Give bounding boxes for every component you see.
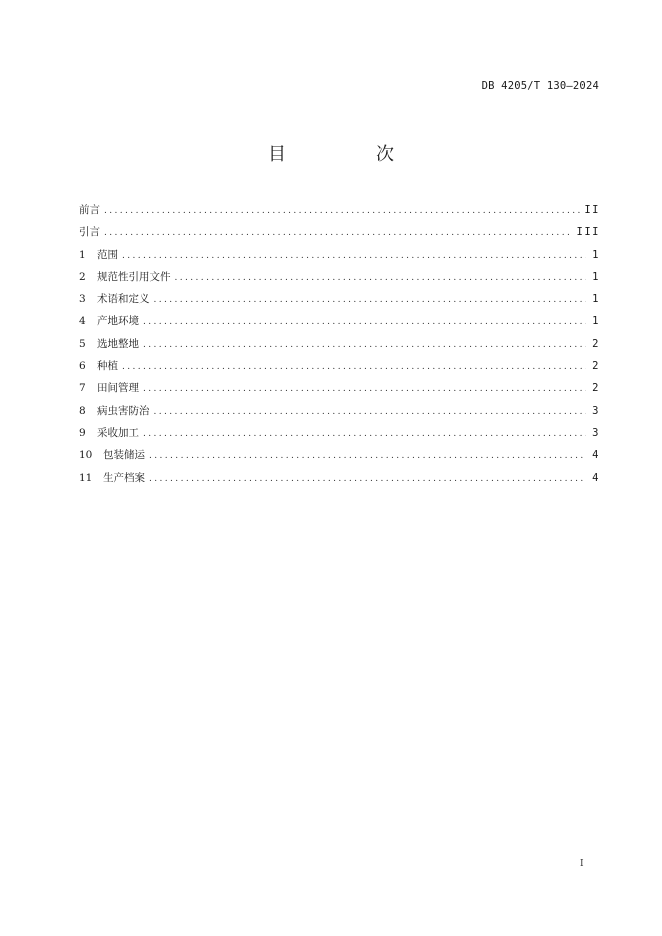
toc-dot-leader [143, 423, 586, 445]
toc-entry-label: 术语和定义 [97, 293, 150, 306]
table-of-contents [79, 199, 600, 489]
toc-entry-label: 选地整地 [97, 337, 139, 350]
toc-dot-leader [149, 468, 586, 490]
toc-entry-field-management[interactable] [79, 377, 600, 399]
toc-entry-number: 8 [79, 404, 86, 417]
toc-entry-label: 引言 [79, 226, 100, 239]
toc-entry-number: 9 [79, 426, 86, 439]
toc-entry-label: 生产档案 [103, 471, 145, 484]
toc-entry-introduction[interactable] [79, 221, 600, 243]
toc-entry-foreword[interactable] [79, 199, 600, 221]
toc-entry-packaging-storage[interactable] [79, 444, 600, 466]
toc-dot-leader [143, 378, 586, 400]
toc-dot-leader [104, 222, 573, 244]
toc-entry-label: 产地环境 [97, 315, 139, 328]
toc-entry-label: 田间管理 [97, 382, 139, 395]
toc-dot-leader [143, 311, 586, 333]
toc-entry-page: 2 [592, 337, 600, 350]
toc-entry-page: 1 [592, 248, 600, 261]
toc-entry-terms-definitions[interactable] [79, 288, 600, 310]
document-code: DB 4205/T 130—2024 [481, 80, 599, 92]
toc-dot-leader [122, 245, 586, 267]
toc-dot-leader [143, 334, 586, 356]
toc-entry-page: III [576, 226, 600, 239]
toc-dot-leader [175, 267, 587, 289]
toc-entry-production-records[interactable] [79, 467, 600, 489]
toc-dot-leader [154, 289, 587, 311]
toc-entry-number: 3 [79, 293, 86, 306]
toc-entry-page: 3 [592, 426, 600, 439]
toc-entry-page: II [584, 204, 600, 216]
toc-entry-label: 前言 [79, 204, 100, 216]
page-title: 目 次 [268, 144, 430, 165]
toc-dot-leader [154, 401, 587, 423]
toc-entry-harvest-processing[interactable] [79, 422, 600, 444]
toc-entry-number: 7 [79, 382, 86, 395]
toc-entry-scope[interactable] [79, 244, 600, 266]
toc-entry-site-preparation[interactable] [79, 333, 600, 355]
toc-entry-page: 1 [592, 315, 600, 328]
toc-entry-planting[interactable] [79, 355, 600, 377]
toc-entry-number: 1 [79, 248, 86, 261]
page-number: I [580, 859, 584, 869]
toc-entry-pest-control[interactable] [79, 400, 600, 422]
toc-entry-page: 2 [592, 360, 600, 373]
toc-entry-page: 4 [592, 449, 600, 462]
toc-dot-leader [122, 356, 586, 378]
toc-entry-production-environment[interactable] [79, 310, 600, 332]
toc-entry-label: 规范性引用文件 [97, 270, 171, 283]
toc-entry-label: 种植 [97, 360, 118, 373]
toc-entry-page: 3 [592, 404, 600, 417]
toc-entry-number: 10 [79, 449, 93, 462]
toc-entry-normative-references[interactable] [79, 266, 600, 288]
toc-entry-label: 采收加工 [97, 426, 139, 439]
toc-dot-leader [149, 445, 586, 467]
toc-entry-page: 4 [592, 471, 600, 484]
toc-entry-number: 5 [79, 337, 86, 350]
toc-dot-leader [104, 200, 580, 222]
toc-entry-number: 4 [79, 315, 86, 328]
toc-entry-label: 病虫害防治 [97, 404, 150, 417]
toc-entry-page: 1 [592, 270, 600, 283]
toc-entry-number: 2 [79, 270, 86, 283]
toc-entry-label: 范围 [97, 248, 118, 261]
toc-entry-page: 1 [592, 293, 600, 306]
toc-entry-page: 2 [592, 382, 600, 395]
toc-entry-label: 包装储运 [103, 449, 145, 462]
toc-entry-number: 6 [79, 360, 86, 373]
toc-entry-number: 11 [79, 471, 93, 484]
